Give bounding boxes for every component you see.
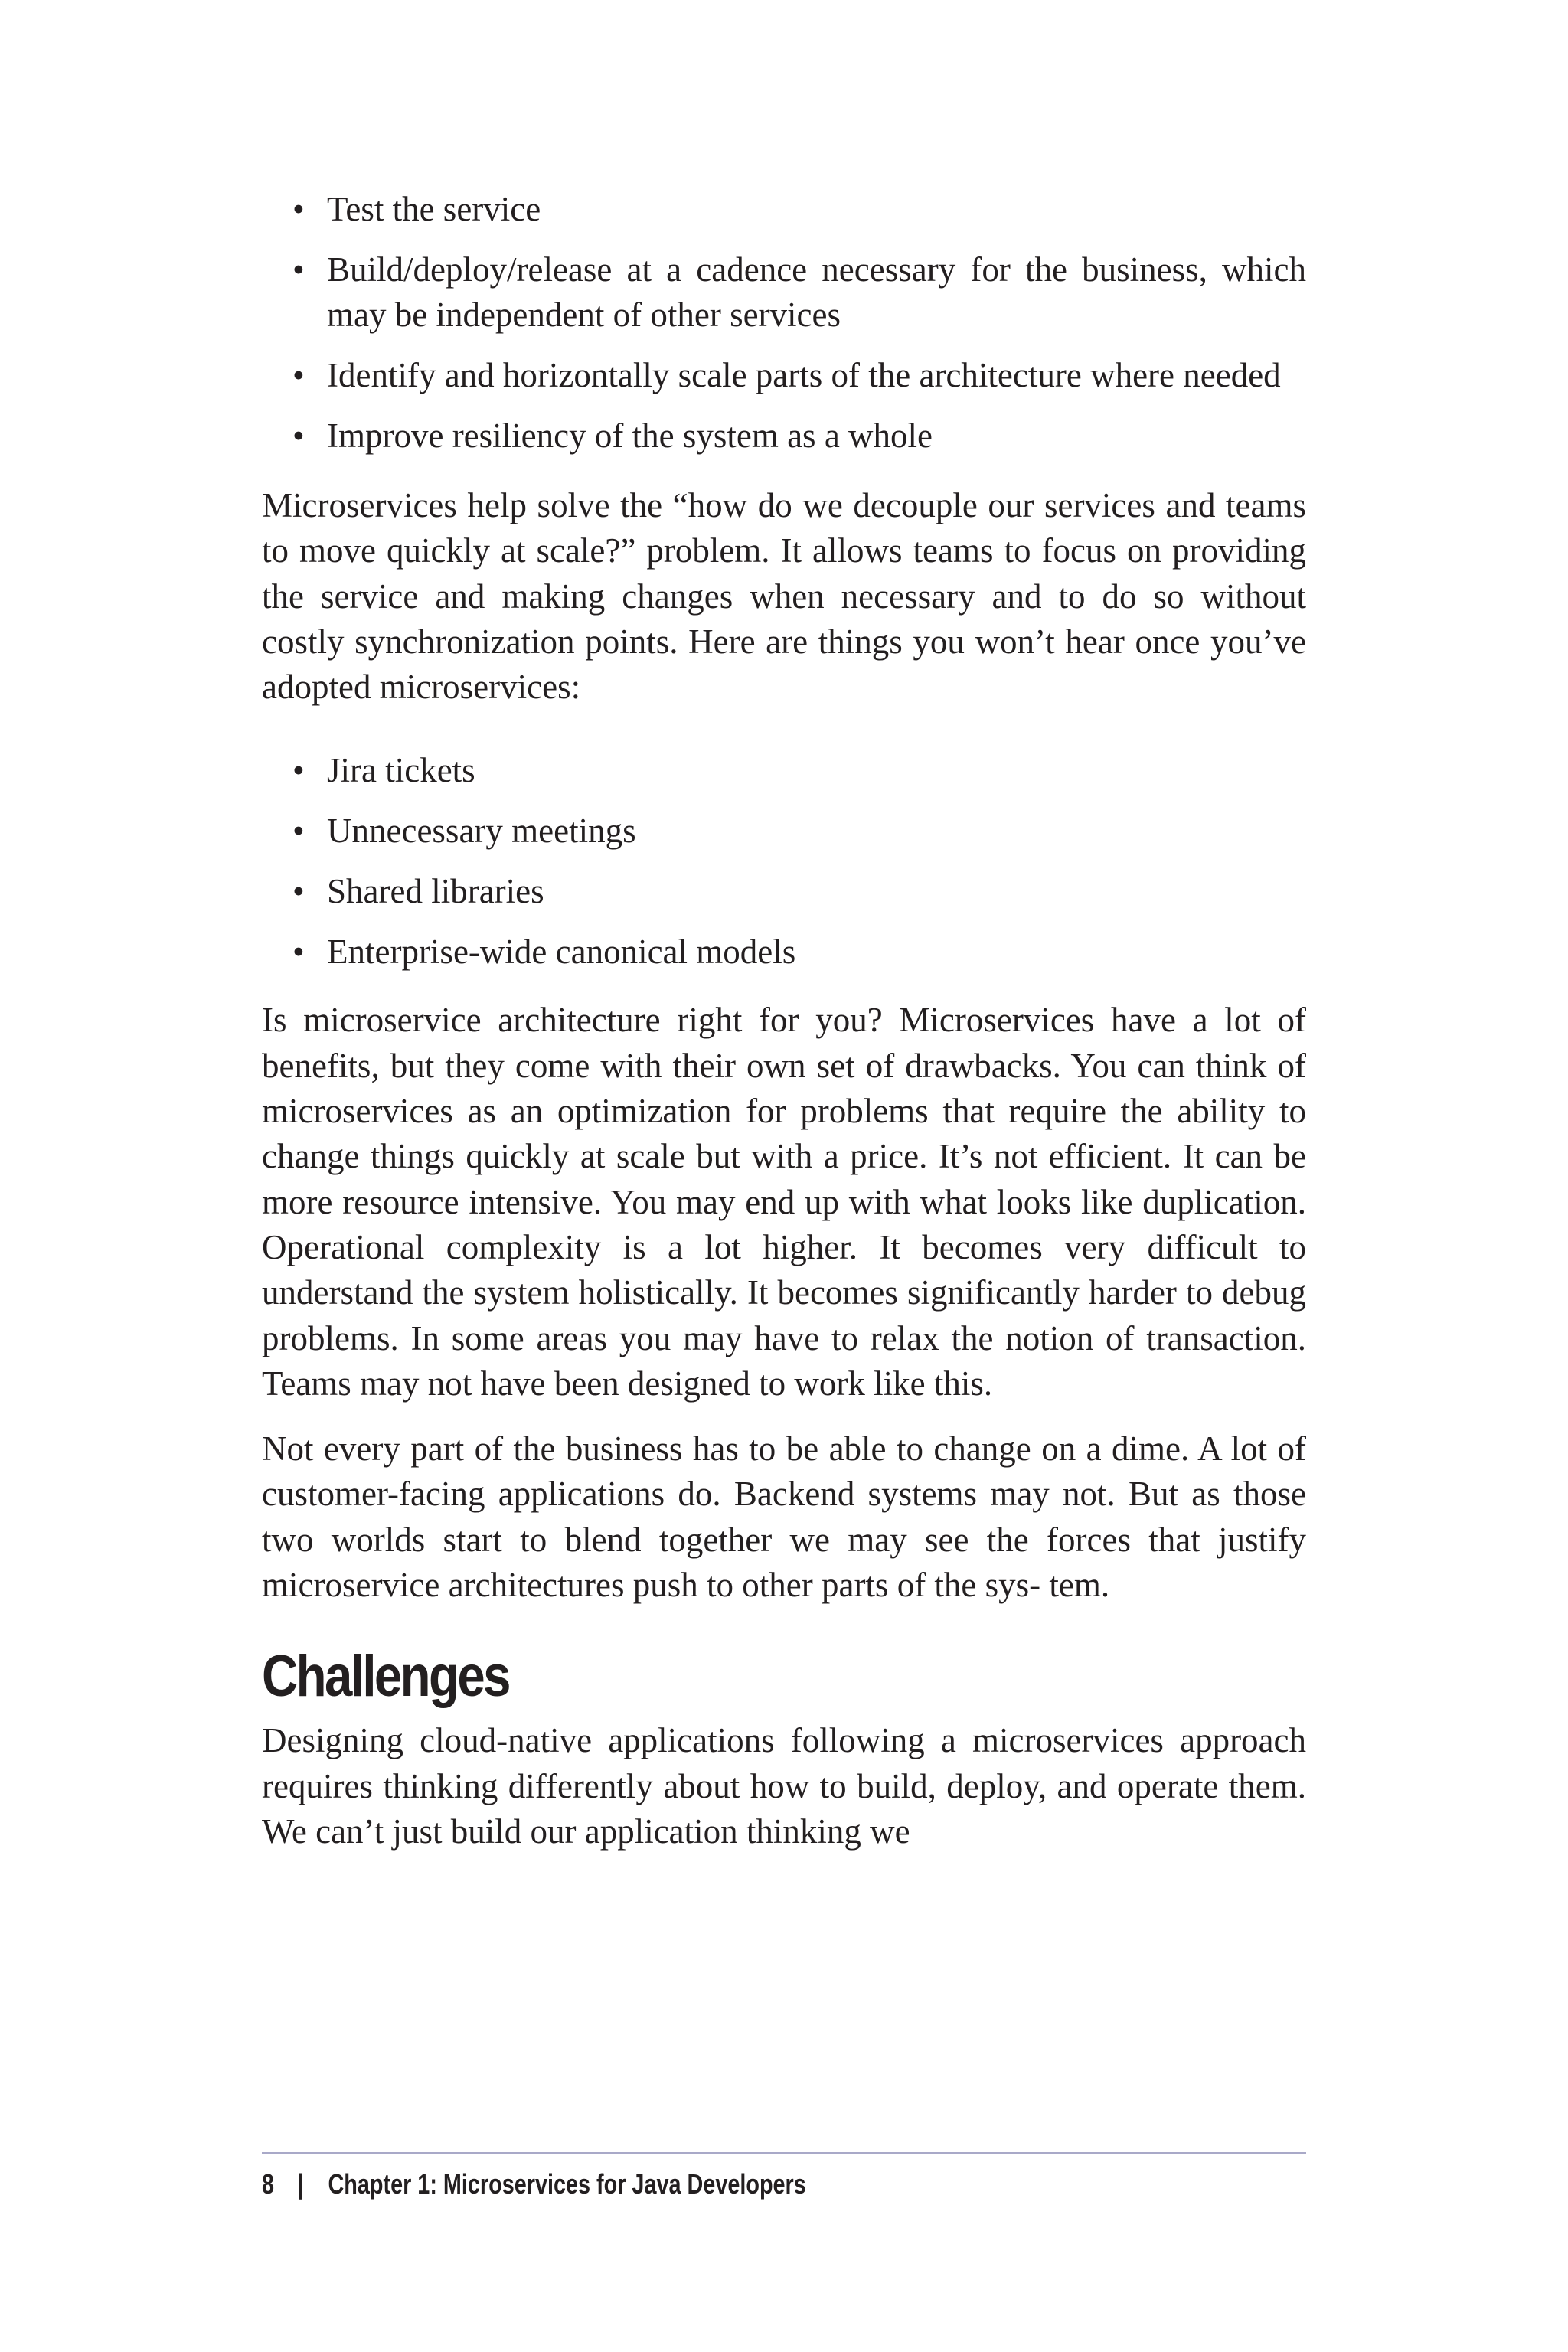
chapter-title: Chapter 1: Microservices for Java Developers: [328, 2168, 806, 2200]
list-item: • Improve resiliency of the system as a whole: [262, 413, 1306, 459]
page-number: 8: [262, 2168, 275, 2200]
list-item: • Build/deploy/release at a cadence necessary for the business, which may be independent of other services: [262, 247, 1306, 338]
paragraph-drawbacks: Is microservice architecture right for you? Microservices have a lot of benefits, but they come with their own set of drawbacks. You can think of microservices as an optimization for problems that require the ability to change things quickly at scale but with a price. It’s not efficient. It can be more resource intensive. You may end up with what looks like duplication. Operational complexity is a lot higher. It becomes very difficult to understand the system holistically. It becomes significantly harder to debug problems. In some areas you may have to relax the notion of transaction. Teams may not have been designed to work like this.: [262, 1001, 1306, 1403]
list-item: • Unnecessary meetings: [262, 808, 1306, 854]
page-body: [262, 187, 1306, 1854]
bullet-icon: •: [292, 751, 305, 790]
paragraph-business-change: Not every part of the business has to be able to change on a dime. A lot of customer-facing applications do. Backend systems may not. But as those two worlds start to blend together we may see the forces that justify microservice architectures push to other parts of the sys‐ tem.: [262, 1429, 1306, 1605]
list-item: • Jira tickets: [262, 748, 1306, 793]
bullet-icon: •: [292, 250, 305, 289]
bullet-list-activities: [262, 187, 1306, 459]
bullet-icon: •: [292, 416, 305, 455]
paragraph-decouple: Microservices help solve the “how do we decouple our services and teams to move quickly at scale?” problem. It allows teams to focus on providing the service and making changes when necessary and to do so without costly synchronization points. Here are things you won’t hear once you’ve adopted microservices:: [262, 486, 1306, 707]
footer-divider: [262, 2152, 1306, 2154]
bullet-icon: •: [292, 933, 305, 972]
page-footer: [262, 2165, 806, 2203]
section-heading: Challenges: [262, 1644, 509, 1710]
list-item: • Identify and horizontally scale parts of the architecture where needed: [262, 353, 1306, 398]
bullet-icon: •: [292, 872, 305, 911]
paragraph-challenges: Designing cloud-native applications following a microservices approach requires thinking differently about how to build, deploy, and operate them. We can’t just build our application thinking we: [262, 1721, 1306, 1851]
list-item: • Test the service: [262, 187, 1306, 232]
list-item: • Shared libraries: [262, 869, 1306, 914]
list-item: • Enterprise-wide canonical models: [262, 929, 1306, 975]
bullet-icon: •: [292, 190, 305, 228]
bullet-icon: •: [292, 356, 305, 394]
bullet-list-wont-hear: [262, 748, 1306, 975]
footer-separator: |: [297, 2168, 304, 2200]
bullet-icon: •: [292, 812, 305, 851]
